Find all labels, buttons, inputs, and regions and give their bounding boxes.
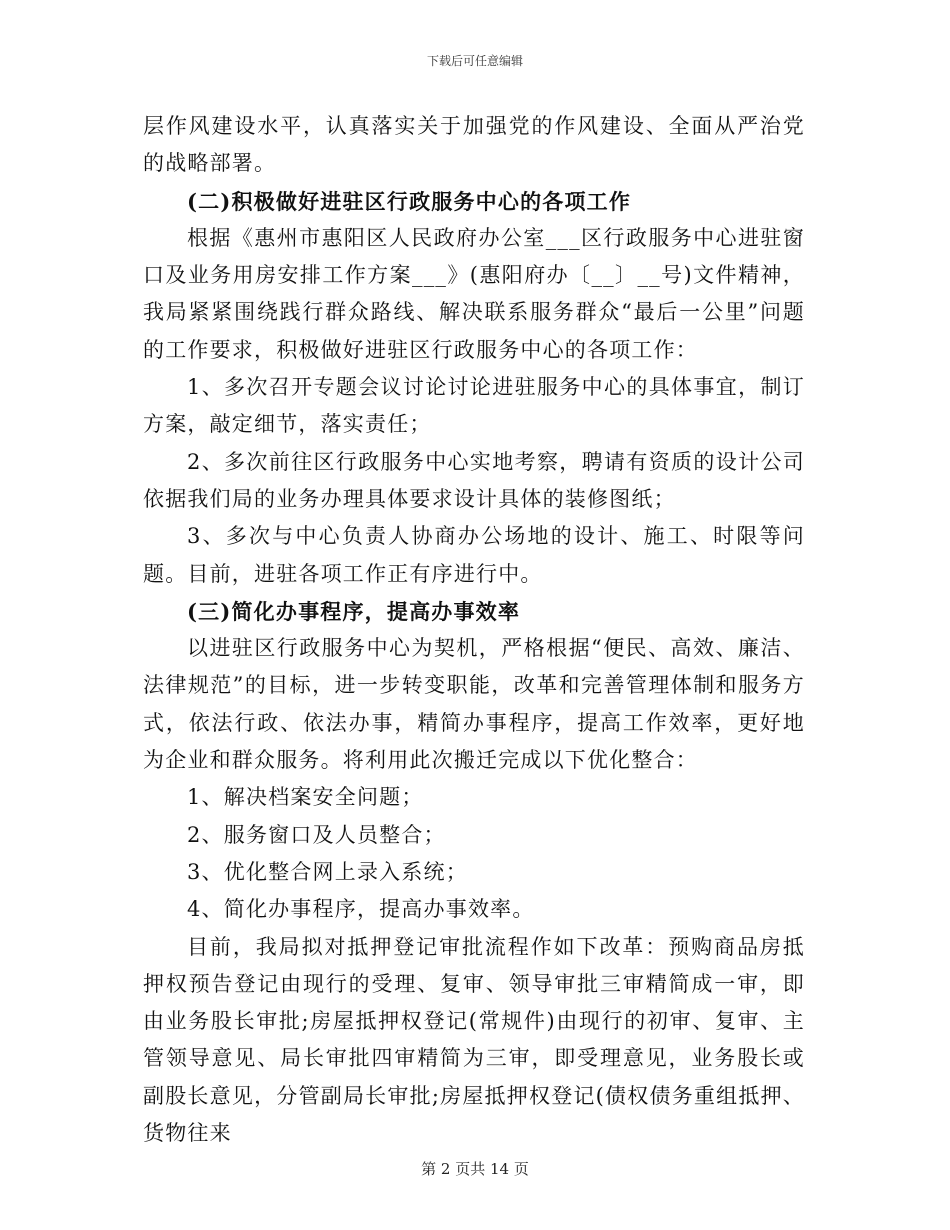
paragraph-continuation: 层作风建设水平，认真落实关于加强党的作风建设、全面从严治党的战略部署。: [143, 114, 805, 176]
page-header: 下载后可任意编辑: [426, 54, 523, 68]
list-item: 4、简化办事程序，提高办事效率。: [187, 897, 535, 922]
list-item: 1、多次召开专题会议讨论讨论进驻服务中心的具体事宜，制订方案，敲定细节，落实责任；: [143, 375, 805, 437]
paragraph: 根据《惠州市惠阳区人民政府办公室___区行政服务中心进驻窗口及业务用房安排工作方案___》(惠阳府办〔__〕__号)文件精神，我局紧紧围绕践行群众路线、解决联系服务群众“最后一公里”问题的工作要求，积极做好进驻区行政服务中心的各项工作：: [143, 225, 805, 362]
page-footer: 第 2 页共 14 页: [421, 1160, 529, 1178]
list-item: 1、解决档案安全问题；: [187, 785, 424, 810]
document-body: [143, 108, 805, 1152]
list-item: 3、优化整合网上录入系统；: [187, 859, 468, 884]
section-heading-3: (三)简化办事程序，提高办事效率: [187, 598, 521, 624]
list-item: 2、多次前往区行政服务中心实地考察，聘请有资质的设计公司依据我们局的业务办理具体要求设计具体的装修图纸；: [143, 449, 805, 511]
list-item: 2、服务窗口及人员整合；: [187, 822, 446, 847]
paragraph: 以进驻区行政服务中心为契机，严格根据“便民、高效、廉洁、法律规范”的目标，进一步转变职能，改革和完善管理体制和服务方式，依法行政、依法办事，精简办事程序，提高工作效率，更好地为企业和群众服务。将利用此次搬迁完成以下优化整合：: [143, 636, 805, 773]
list-item: 3、多次与中心负责人协商办公场地的设计、施工、时限等问题。目前，进驻各项工作正有序进行中。: [143, 524, 805, 586]
section-heading-2: (二)积极做好进驻区行政服务中心的各项工作: [187, 188, 632, 214]
paragraph: 目前，我局拟对抵押登记审批流程作如下改革：预购商品房抵押权预告登记由现行的受理、复审、领导审批三审精简成一审，即由业务股长审批;房屋抵押权登记(常规件)由现行的初审、复审、主管领导意见、局长审批四审精简为三审，即受理意见，业务股长或副股长意见，分管副局长审批;房屋抵押权登记(债权债务重组抵押、货物往来: [143, 934, 805, 1146]
